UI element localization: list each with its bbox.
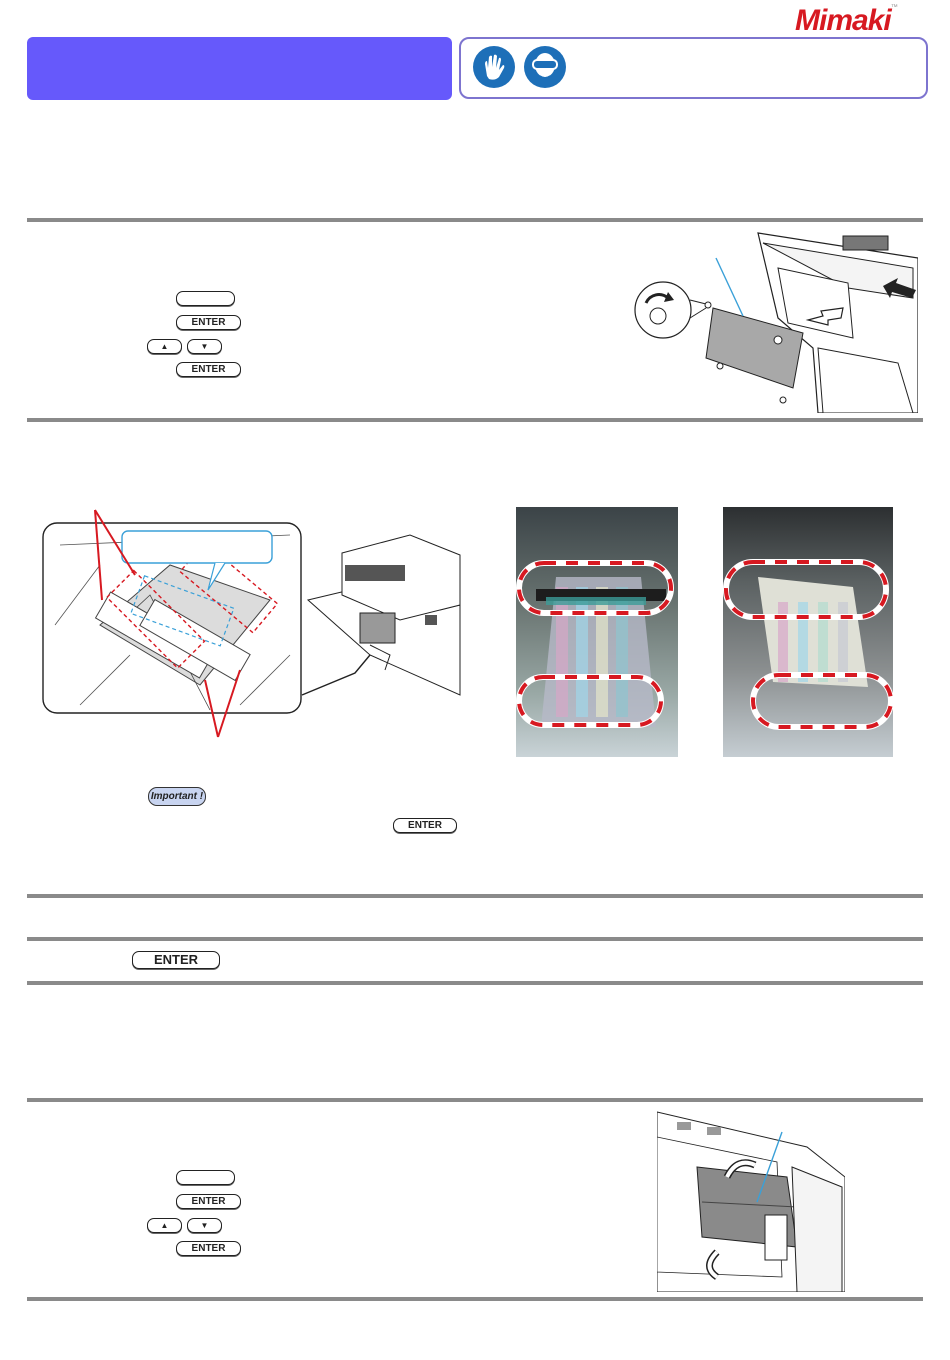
up-arrow-key[interactable]: ▲ <box>147 339 182 354</box>
maintenance-cover-illustration <box>628 228 918 413</box>
enter-key[interactable]: ENTER <box>176 362 241 377</box>
section-divider <box>27 1098 923 1102</box>
section-divider <box>27 981 923 985</box>
section-divider <box>27 937 923 941</box>
important-badge: Important ! <box>148 787 206 806</box>
print-head-diagram <box>40 505 470 745</box>
gloves-icon <box>473 46 515 88</box>
function-key[interactable] <box>176 1170 235 1185</box>
section-divider <box>27 218 923 222</box>
enter-key[interactable]: ENTER <box>176 1241 241 1256</box>
enter-key[interactable]: ENTER <box>176 1194 241 1209</box>
safety-goggles-icon <box>524 46 566 88</box>
section-divider <box>27 418 923 422</box>
function-key[interactable] <box>176 291 235 306</box>
front-cover-illustration <box>657 1107 845 1292</box>
trademark: ™ <box>890 4 897 11</box>
enter-key[interactable]: ENTER <box>132 951 220 969</box>
ppe-requirements-box <box>459 37 928 99</box>
down-arrow-key[interactable]: ▼ <box>187 1218 222 1233</box>
logo-text: Mimaki <box>795 4 891 37</box>
section-divider <box>27 894 923 898</box>
section-title-bar <box>27 37 452 100</box>
down-arrow-key[interactable]: ▼ <box>187 339 222 354</box>
up-arrow-key[interactable]: ▲ <box>147 1218 182 1233</box>
mimaki-logo <box>795 4 897 38</box>
enter-key[interactable]: ENTER <box>393 818 457 833</box>
head-underside-photo-after <box>723 507 893 757</box>
enter-key[interactable]: ENTER <box>176 315 241 330</box>
section-divider <box>27 1297 923 1301</box>
head-underside-photo-before <box>516 507 678 757</box>
